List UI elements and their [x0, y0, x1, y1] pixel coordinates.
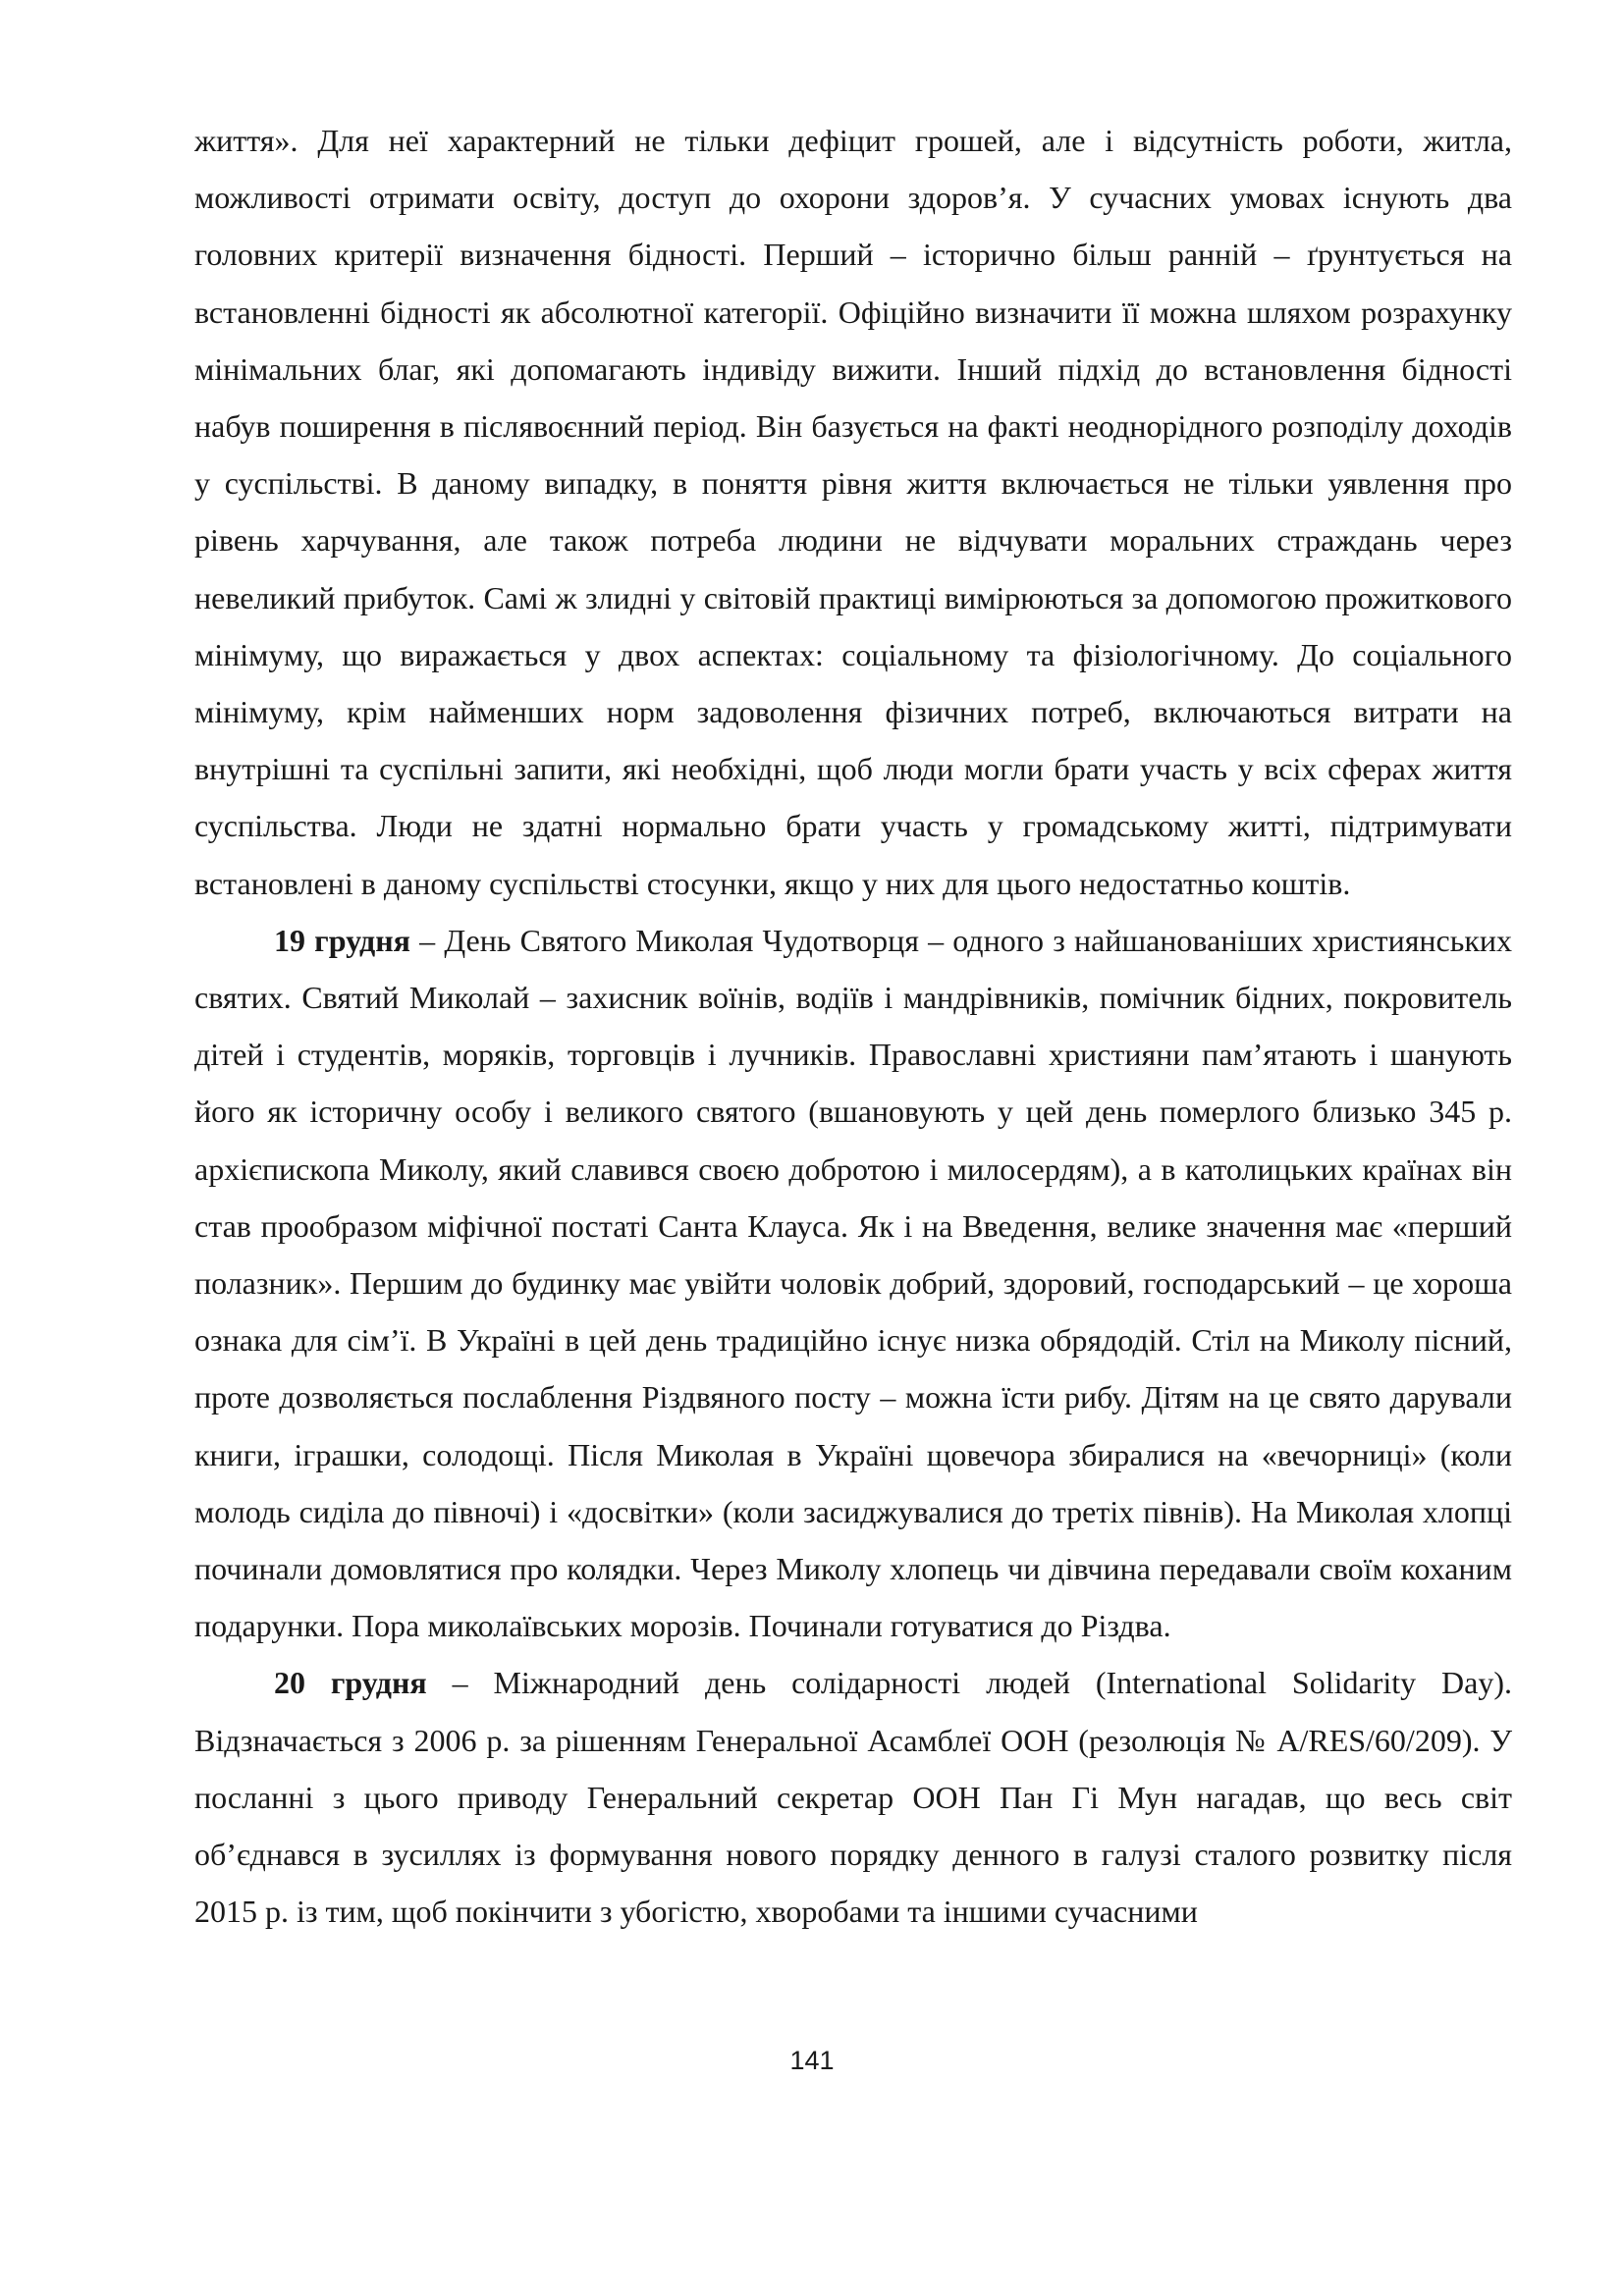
paragraph-poverty: [194, 112, 1512, 912]
page-number: 141: [789, 2046, 835, 2075]
document-body: [194, 112, 1512, 1941]
paragraph-text: життя». Для неї характерний не тільки дефіцит грошей, але і відсутність роботи, житла, можливості отримати освіту, доступ до охорони здоров’я. У сучасних умовах існують два головних критерії визначення бідності. Перший – історично більш ранній – ґрунтується на встановленні бідності як абсолютної категорії. Офіційно визначити її можна шляхом розрахунку мінімальних благ, які допомагають індивіду вижити. Інший підхід до встановлення бідності набув поширення в післявоєнний період. Він базується на факті неоднорідного розподілу доходів у суспільстві. В даному випадку, в поняття рівня життя включається не тільки уявлення про рівень харчування, але також потреба людини не відчувати моральних страждань через невеликий прибуток. Самі ж злидні у світовій практиці вимірюються за допомогою прожиткового мінімуму, що виражається у двох аспектах: соціальному та фізіологічному. До соціального мінімуму, крім найменших норм задоволення фізичних потреб, включаються витрати на внутрішні та суспільні запити, які необхідні, щоб люди могли брати участь у всіх сферах життя суспільства. Люди не здатні нормально брати участь у громадському житті, підтримувати встановлені в даному суспільстві стосунки, якщо у них для цього недостатньо коштів.: [194, 123, 1512, 901]
paragraph-text: – Міжнародний день солідарності людей (International Solidarity Day). Відзначається з 2006 р. за рішенням Генеральної Асамблеї ООН (резолюція № A/RES/60/209). У посланні з цього приводу Генеральний секретар ООН Пан Гі Мун нагадав, що весь світ об’єднався в зусиллях із формування нового порядку денного в галузі сталого розвитку після 2015 р. із тим, щоб покінчити з убогістю, хворобами та іншими сучасними: [194, 1665, 1513, 1930]
paragraph-text: – День Святого Миколая Чудотворця – одного з найшанованіших християнських святих. Святий Миколай – захисник воїнів, водіїв і мандрівників, помічник бідних, покровитель дітей і студентів, моряків, торговців і лучників. Православні християни пам’ятають і шанують його як історичну особу і великого святого (вшановують у цей день померлого близько 345 р. архієпископа Миколу, який славився своєю добротою і милосердям), а в католицьких країнах він став прообразом міфічної постаті Санта Клауса. Як і на Введення, велике значення має «перший полазник». Першим до будинку має увійти чоловік добрий, здоровий, господарський – це хороша ознака для сім’ї. В Україні в цей день традиційно існує низка обрядодій. Стіл на Миколу пісний, проте дозволяється послаблення Різдвяного посту – можна їсти рибу. Дітям на це свято дарували книги, іграшки, солодощі. Після Миколая в Україні щовечора збиралися на «вечорниці» (коли молодь сиділа до півночі) і «досвітки» (коли засиджувалися до третіх півнів). На Миколая хлопці починали домовлятися про колядки. Через Миколу хлопець чи дівчина передавали своїм коханим подарунки. Пора миколаївських морозів. Починали готуватися до Різдва.: [194, 922, 1513, 1644]
date-heading: 19 грудня: [274, 922, 410, 958]
paragraph-december-20: [194, 1654, 1512, 1940]
paragraph-december-19: [194, 912, 1512, 1655]
date-heading: 20 грудня: [274, 1665, 427, 1701]
